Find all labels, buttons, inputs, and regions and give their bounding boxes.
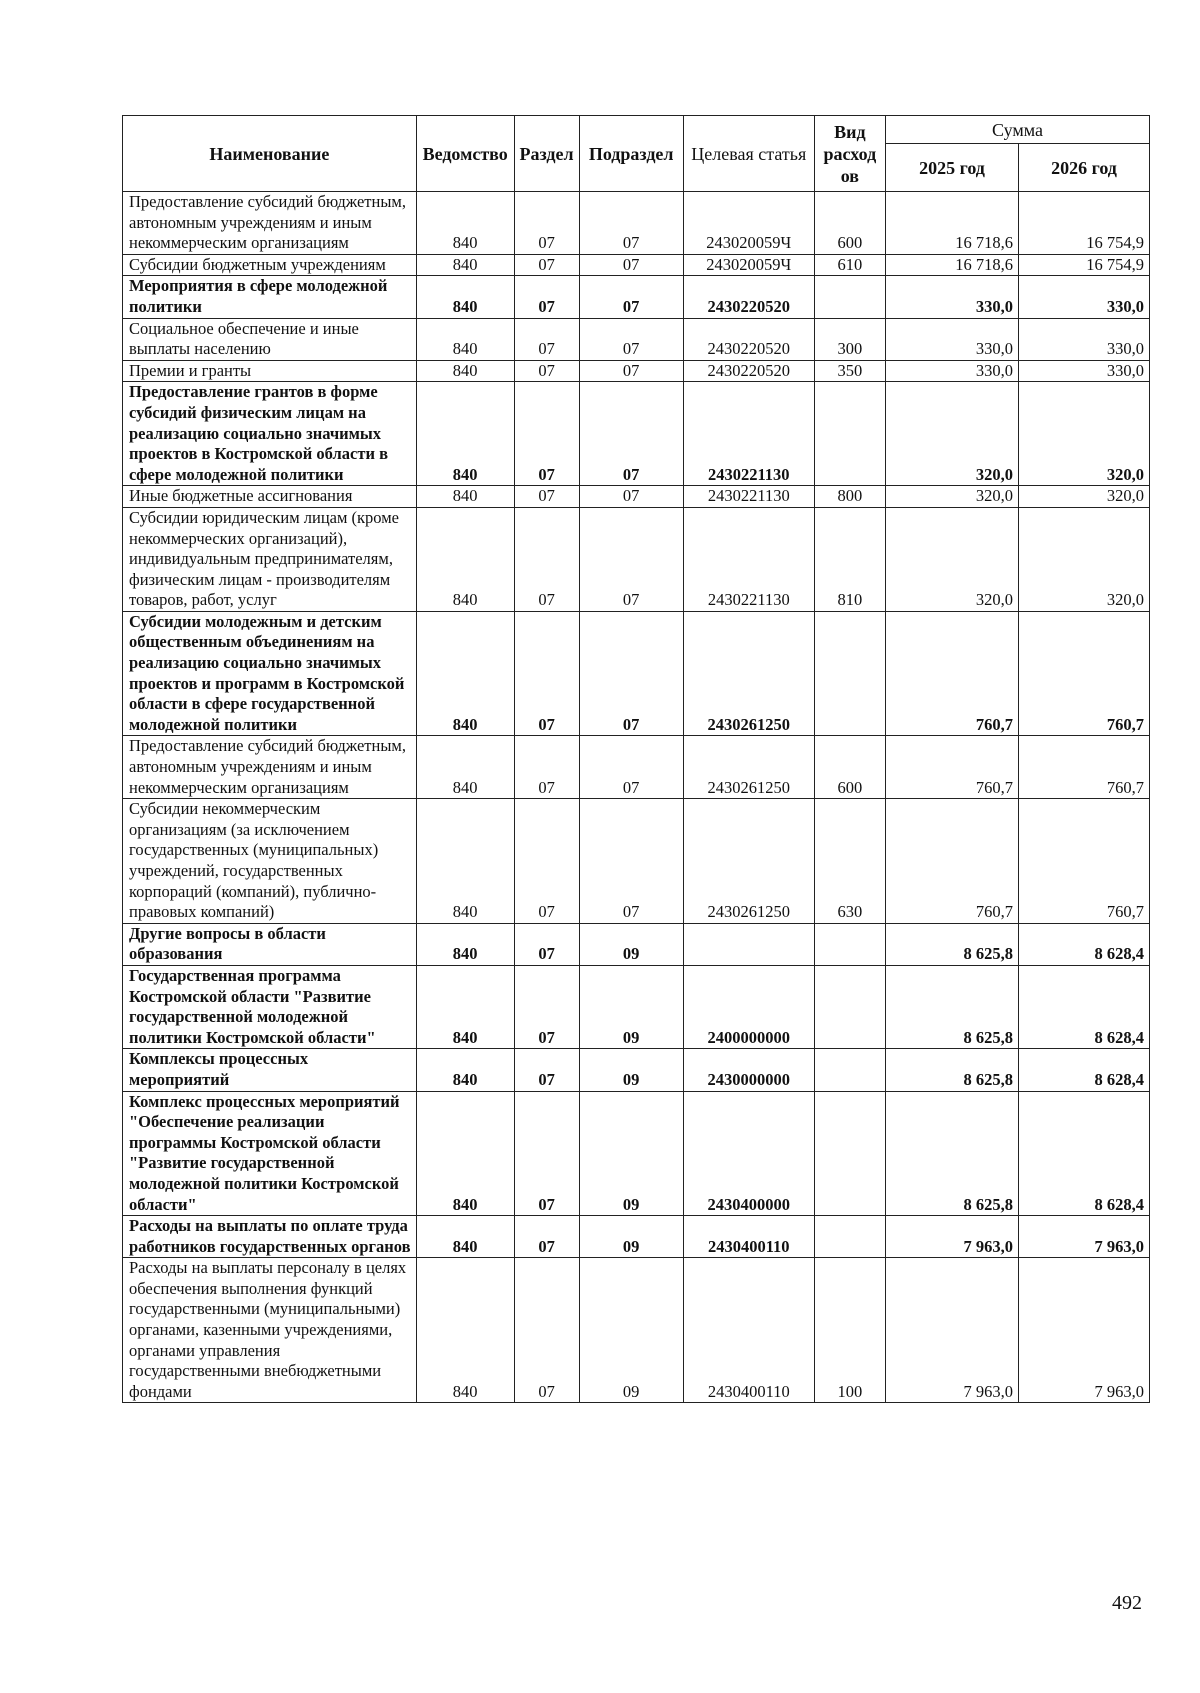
- cell-name: Мероприятия в сфере молодежной политики: [123, 276, 417, 318]
- cell-podrazdel: 07: [579, 254, 683, 276]
- cell-sum-2026: 7 963,0: [1019, 1258, 1150, 1403]
- cell-celevaya: 2430220520: [683, 360, 814, 382]
- table-body: [123, 192, 1150, 1403]
- cell-vedomstvo: 840: [416, 1258, 514, 1403]
- cell-sum-2026: 330,0: [1019, 318, 1150, 360]
- cell-celevaya: 2430000000: [683, 1049, 814, 1091]
- header-podrazdel: Подраздел: [579, 116, 683, 192]
- cell-sum-2025: 320,0: [886, 382, 1019, 486]
- cell-razdel: 07: [514, 192, 579, 255]
- page-number: 492: [1112, 1592, 1142, 1614]
- cell-vid: [814, 1216, 885, 1258]
- cell-vedomstvo: 840: [416, 382, 514, 486]
- cell-vedomstvo: 840: [416, 965, 514, 1048]
- cell-vedomstvo: 840: [416, 254, 514, 276]
- cell-podrazdel: 07: [579, 382, 683, 486]
- table-row: [123, 276, 1150, 318]
- cell-podrazdel: 07: [579, 799, 683, 924]
- cell-razdel: 07: [514, 965, 579, 1048]
- header-year-2026: 2026 год: [1019, 144, 1150, 192]
- cell-podrazdel: 09: [579, 965, 683, 1048]
- table-row: [123, 507, 1150, 611]
- table-row: [123, 486, 1150, 508]
- cell-sum-2025: 330,0: [886, 276, 1019, 318]
- cell-podrazdel: 09: [579, 1049, 683, 1091]
- cell-vedomstvo: 840: [416, 923, 514, 965]
- cell-vid: 600: [814, 736, 885, 799]
- cell-vid: 610: [814, 254, 885, 276]
- cell-name: Иные бюджетные ассигнования: [123, 486, 417, 508]
- budget-table: [122, 115, 1150, 1403]
- cell-vedomstvo: 840: [416, 1049, 514, 1091]
- cell-razdel: 07: [514, 276, 579, 318]
- cell-sum-2025: 7 963,0: [886, 1216, 1019, 1258]
- cell-sum-2026: 8 628,4: [1019, 1091, 1150, 1216]
- table-row: [123, 382, 1150, 486]
- cell-name: Комплексы процессных мероприятий: [123, 1049, 417, 1091]
- cell-podrazdel: 07: [579, 736, 683, 799]
- cell-razdel: 07: [514, 360, 579, 382]
- cell-sum-2026: 320,0: [1019, 507, 1150, 611]
- cell-sum-2025: 8 625,8: [886, 965, 1019, 1048]
- cell-sum-2026: 760,7: [1019, 799, 1150, 924]
- cell-vid: 100: [814, 1258, 885, 1403]
- cell-vid: [814, 923, 885, 965]
- cell-celevaya: 2430261250: [683, 736, 814, 799]
- cell-razdel: 07: [514, 736, 579, 799]
- table-row: [123, 736, 1150, 799]
- cell-podrazdel: 07: [579, 192, 683, 255]
- table-row: [123, 192, 1150, 255]
- cell-name: Государственная программа Костромской области "Развитие государственной молодежной политики Костромской области": [123, 965, 417, 1048]
- budget-table-container: [122, 115, 1150, 1403]
- cell-name: Предоставление субсидий бюджетным, автономным учреждениям и иным некоммерческим организациям: [123, 192, 417, 255]
- cell-name: Субсидии некоммерческим организациям (за исключением государственных (муниципальных) учреждений, государственных корпораций (компаний), публично-правовых компаний): [123, 799, 417, 924]
- cell-vid: 350: [814, 360, 885, 382]
- cell-sum-2025: 320,0: [886, 507, 1019, 611]
- cell-name: Расходы на выплаты по оплате труда работников государственных органов: [123, 1216, 417, 1258]
- table-row: [123, 799, 1150, 924]
- cell-name: Комплекс процессных мероприятий "Обеспечение реализации программы Костромской области "Развитие государственной молодежной политики Костромской области": [123, 1091, 417, 1216]
- cell-vid: [814, 276, 885, 318]
- cell-podrazdel: 07: [579, 276, 683, 318]
- cell-razdel: 07: [514, 1258, 579, 1403]
- cell-vid: 810: [814, 507, 885, 611]
- cell-celevaya: 2430400000: [683, 1091, 814, 1216]
- cell-celevaya: 2430400110: [683, 1258, 814, 1403]
- cell-vedomstvo: 840: [416, 192, 514, 255]
- cell-razdel: 07: [514, 1091, 579, 1216]
- cell-razdel: 07: [514, 318, 579, 360]
- cell-name: Социальное обеспечение и иные выплаты населению: [123, 318, 417, 360]
- cell-celevaya: 2430221130: [683, 486, 814, 508]
- cell-vedomstvo: 840: [416, 736, 514, 799]
- cell-vedomstvo: 840: [416, 276, 514, 318]
- cell-sum-2025: 16 718,6: [886, 192, 1019, 255]
- cell-podrazdel: 09: [579, 923, 683, 965]
- cell-celevaya: 2430220520: [683, 318, 814, 360]
- table-row: [123, 923, 1150, 965]
- cell-vedomstvo: 840: [416, 318, 514, 360]
- cell-podrazdel: 07: [579, 611, 683, 736]
- cell-name: Субсидии юридическим лицам (кроме некоммерческих организаций), индивидуальным предпринимателям, физическим лицам - производителям товаров, работ, услуг: [123, 507, 417, 611]
- cell-sum-2026: 760,7: [1019, 611, 1150, 736]
- cell-razdel: 07: [514, 1216, 579, 1258]
- header-name: Наименование: [123, 116, 417, 192]
- cell-celevaya: 2430400110: [683, 1216, 814, 1258]
- cell-sum-2026: 8 628,4: [1019, 965, 1150, 1048]
- cell-celevaya: 2430220520: [683, 276, 814, 318]
- cell-podrazdel: 07: [579, 318, 683, 360]
- cell-sum-2025: 330,0: [886, 318, 1019, 360]
- table-row: [123, 965, 1150, 1048]
- table-row: [123, 611, 1150, 736]
- cell-vedomstvo: 840: [416, 1216, 514, 1258]
- cell-razdel: 07: [514, 486, 579, 508]
- cell-name: Субсидии молодежным и детским общественным объединениям на реализацию социально значимых проектов и программ в Костромской области в сфере государственной молодежной политики: [123, 611, 417, 736]
- cell-sum-2025: 8 625,8: [886, 1049, 1019, 1091]
- cell-celevaya: 243020059Ч: [683, 254, 814, 276]
- cell-celevaya: [683, 923, 814, 965]
- cell-sum-2025: 330,0: [886, 360, 1019, 382]
- cell-vid: [814, 382, 885, 486]
- cell-celevaya: 2430261250: [683, 799, 814, 924]
- table-row: [123, 1258, 1150, 1403]
- cell-vid: [814, 1049, 885, 1091]
- cell-podrazdel: 09: [579, 1091, 683, 1216]
- cell-sum-2025: 760,7: [886, 736, 1019, 799]
- table-row: [123, 318, 1150, 360]
- cell-celevaya: 2430261250: [683, 611, 814, 736]
- header-summa: Сумма: [886, 116, 1150, 144]
- cell-vedomstvo: 840: [416, 486, 514, 508]
- header-year-2025: 2025 год: [886, 144, 1019, 192]
- cell-sum-2025: 8 625,8: [886, 923, 1019, 965]
- cell-sum-2026: 760,7: [1019, 736, 1150, 799]
- cell-name: Премии и гранты: [123, 360, 417, 382]
- cell-podrazdel: 09: [579, 1258, 683, 1403]
- cell-celevaya: 243020059Ч: [683, 192, 814, 255]
- cell-razdel: 07: [514, 507, 579, 611]
- cell-name: Предоставление субсидий бюджетным, автономным учреждениям и иным некоммерческим организациям: [123, 736, 417, 799]
- cell-razdel: 07: [514, 254, 579, 276]
- cell-celevaya: 2430221130: [683, 382, 814, 486]
- cell-sum-2026: 320,0: [1019, 486, 1150, 508]
- table-row: [123, 1049, 1150, 1091]
- cell-sum-2025: 760,7: [886, 799, 1019, 924]
- cell-vid: 800: [814, 486, 885, 508]
- cell-name: Предоставление грантов в форме субсидий физическим лицам на реализацию социально значимых проектов в Костромской области в сфере молодежной политики: [123, 382, 417, 486]
- cell-sum-2026: 330,0: [1019, 276, 1150, 318]
- cell-sum-2026: 7 963,0: [1019, 1216, 1150, 1258]
- cell-razdel: 07: [514, 923, 579, 965]
- cell-podrazdel: 07: [579, 486, 683, 508]
- cell-celevaya: 2400000000: [683, 965, 814, 1048]
- cell-razdel: 07: [514, 799, 579, 924]
- cell-sum-2025: 760,7: [886, 611, 1019, 736]
- cell-podrazdel: 09: [579, 1216, 683, 1258]
- cell-vid: 600: [814, 192, 885, 255]
- cell-razdel: 07: [514, 611, 579, 736]
- cell-celevaya: 2430221130: [683, 507, 814, 611]
- cell-razdel: 07: [514, 382, 579, 486]
- table-row: [123, 1216, 1150, 1258]
- cell-vedomstvo: 840: [416, 360, 514, 382]
- cell-vid: 630: [814, 799, 885, 924]
- header-razdel: Раздел: [514, 116, 579, 192]
- cell-vedomstvo: 840: [416, 1091, 514, 1216]
- cell-sum-2026: 8 628,4: [1019, 1049, 1150, 1091]
- cell-sum-2026: 8 628,4: [1019, 923, 1150, 965]
- table-row: [123, 1091, 1150, 1216]
- cell-sum-2025: 8 625,8: [886, 1091, 1019, 1216]
- cell-vedomstvo: 840: [416, 799, 514, 924]
- cell-razdel: 07: [514, 1049, 579, 1091]
- cell-sum-2026: 16 754,9: [1019, 254, 1150, 276]
- cell-sum-2025: 7 963,0: [886, 1258, 1019, 1403]
- cell-vedomstvo: 840: [416, 611, 514, 736]
- header-vid: Вид расход ов: [814, 116, 885, 192]
- cell-vid: [814, 1091, 885, 1216]
- cell-vid: [814, 611, 885, 736]
- table-row: [123, 254, 1150, 276]
- table-row: [123, 360, 1150, 382]
- cell-sum-2025: 320,0: [886, 486, 1019, 508]
- cell-vid: 300: [814, 318, 885, 360]
- header-vedomstvo: Ведомство: [416, 116, 514, 192]
- cell-sum-2026: 330,0: [1019, 360, 1150, 382]
- cell-name: Субсидии бюджетным учреждениям: [123, 254, 417, 276]
- cell-name: Другие вопросы в области образования: [123, 923, 417, 965]
- cell-sum-2026: 320,0: [1019, 382, 1150, 486]
- header-celevaya: Целевая статья: [683, 116, 814, 192]
- cell-name: Расходы на выплаты персоналу в целях обеспечения выполнения функций государственными (муниципальными) органами, казенными учреждениями, органами управления государственными внебюджетными фондами: [123, 1258, 417, 1403]
- cell-podrazdel: 07: [579, 507, 683, 611]
- cell-sum-2025: 16 718,6: [886, 254, 1019, 276]
- cell-vedomstvo: 840: [416, 507, 514, 611]
- cell-podrazdel: 07: [579, 360, 683, 382]
- cell-vid: [814, 965, 885, 1048]
- cell-sum-2026: 16 754,9: [1019, 192, 1150, 255]
